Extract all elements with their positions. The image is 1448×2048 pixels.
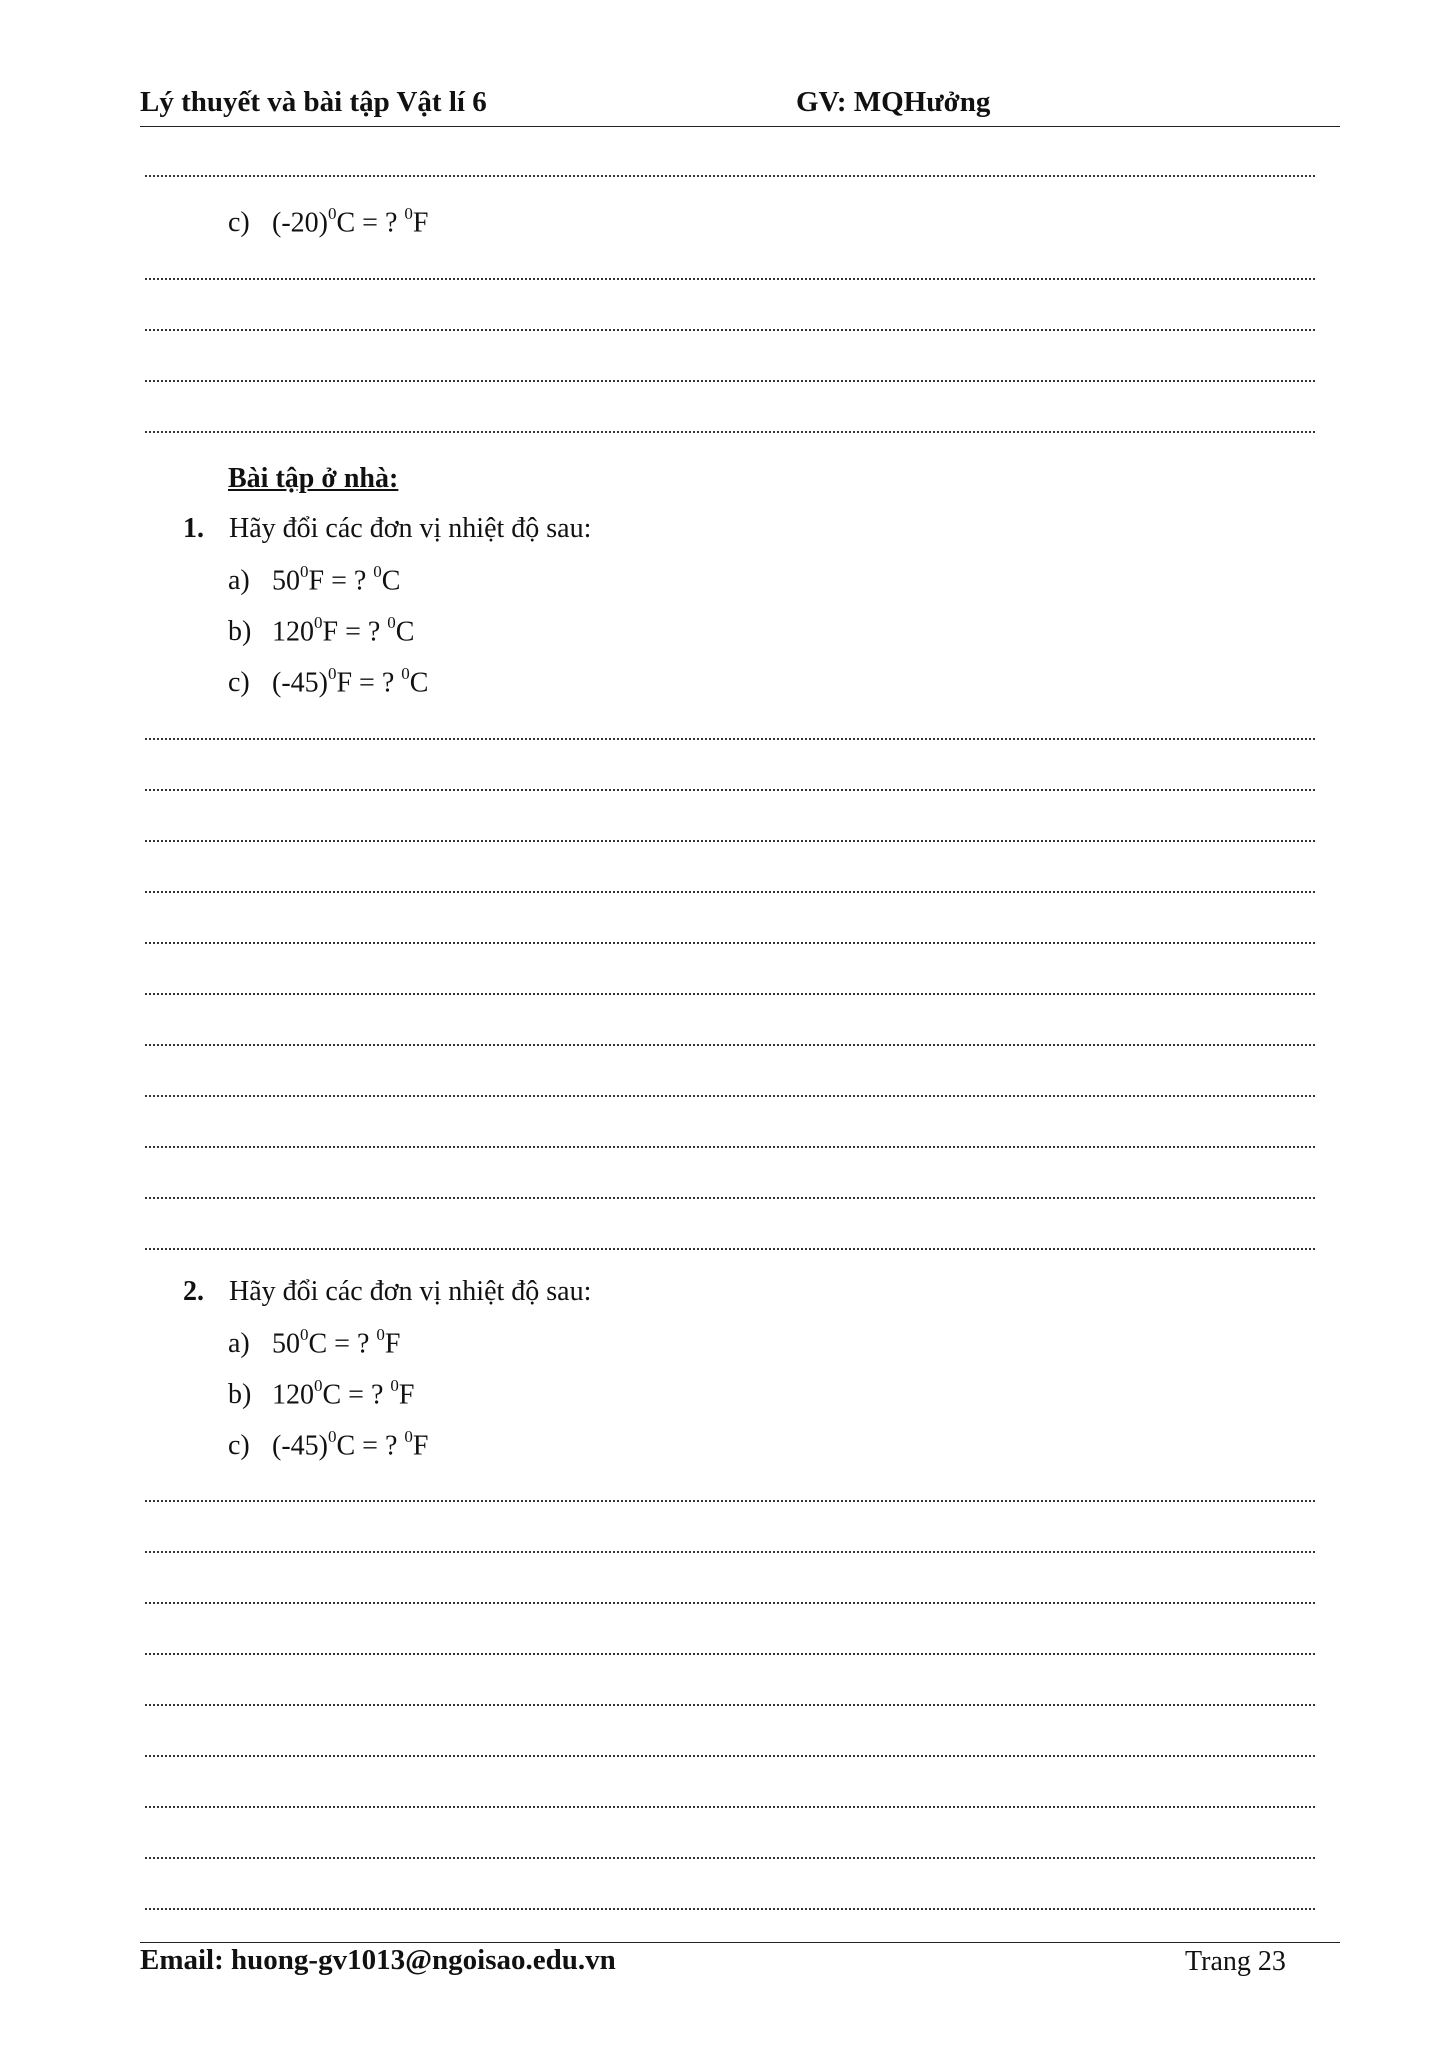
- document-title: Lý thuyết và bài tập Vật lí 6: [140, 86, 487, 118]
- answer-line: [145, 789, 1315, 791]
- item-letter: b): [228, 616, 252, 648]
- degree-sup: 0: [327, 1427, 337, 1446]
- answer-line: [145, 1602, 1315, 1604]
- q2-item-c: [228, 1429, 428, 1462]
- header-divider: [140, 126, 1340, 127]
- section-title: Bài tập ở nhà:: [228, 463, 399, 494]
- item-unit: F: [398, 1379, 415, 1411]
- item-expr: C = ?: [308, 1328, 377, 1360]
- answer-line: [145, 380, 1315, 382]
- item-unit: C: [381, 565, 401, 597]
- degree-sup: 0: [314, 613, 323, 632]
- item-value: 120: [272, 1379, 314, 1411]
- item-unit: F: [384, 1328, 401, 1360]
- item-unit: C: [409, 667, 429, 699]
- item-expr: C = ?: [336, 207, 405, 239]
- degree-sup: 0: [390, 1376, 399, 1395]
- answer-line: [145, 840, 1315, 842]
- item-unit: F: [412, 1430, 429, 1462]
- exercise-item-c: [228, 206, 428, 239]
- answer-line: [145, 1248, 1315, 1250]
- answer-line: [145, 278, 1315, 280]
- answer-line: [145, 431, 1315, 433]
- answer-line: [145, 1755, 1315, 1757]
- answer-line: [145, 175, 1315, 177]
- degree-sup: 0: [300, 562, 309, 581]
- answer-line: [145, 1500, 1315, 1502]
- item-letter: c): [228, 207, 250, 239]
- degree-sup: 0: [373, 562, 382, 581]
- item-expr: F = ?: [308, 565, 374, 597]
- item-letter: a): [228, 1328, 250, 1360]
- answer-line: [145, 1146, 1315, 1148]
- item-value: 50: [272, 1328, 300, 1360]
- item-unit: C: [395, 616, 415, 648]
- answer-line: [145, 1704, 1315, 1706]
- answer-line: [145, 1908, 1315, 1910]
- q1-item-b: [228, 615, 414, 648]
- degree-sup: 0: [387, 613, 396, 632]
- item-expr: C = ?: [322, 1379, 391, 1411]
- q1-item-c: [228, 666, 428, 699]
- degree-sup: 0: [314, 1376, 323, 1395]
- item-value: (-45): [272, 1430, 328, 1462]
- degree-sup: 0: [327, 204, 337, 223]
- answer-line: [145, 1806, 1315, 1808]
- degree-sup: 0: [300, 1325, 309, 1344]
- page-number: Trang 23: [1185, 1946, 1286, 1977]
- item-expr: C = ?: [336, 1430, 405, 1462]
- homework-title: [228, 463, 398, 495]
- item-letter: b): [228, 1379, 252, 1411]
- question-2: [183, 1276, 591, 1308]
- item-expr: F = ?: [336, 667, 402, 699]
- q1-item-a: [228, 564, 400, 597]
- item-value: 50: [272, 565, 300, 597]
- question-number: 1.: [183, 513, 204, 544]
- answer-line: [145, 993, 1315, 995]
- item-value: (-45): [272, 667, 328, 699]
- teacher-name: GV: MQHưởng: [796, 86, 991, 118]
- question-prompt: Hãy đổi các đơn vị nhiệt độ sau:: [229, 1276, 592, 1307]
- degree-sup: 0: [376, 1325, 385, 1344]
- degree-sup: 0: [327, 664, 337, 683]
- item-value: (-20): [272, 207, 328, 239]
- item-unit: F: [412, 207, 429, 239]
- answer-line: [145, 1095, 1315, 1097]
- question-1: [183, 513, 591, 545]
- footer-divider: [140, 1942, 1340, 1943]
- answer-line: [145, 329, 1315, 331]
- degree-sup: 0: [401, 664, 410, 683]
- answer-line: [145, 738, 1315, 740]
- page-header: [140, 86, 1340, 126]
- item-letter: c): [228, 667, 250, 699]
- q2-item-a: [228, 1327, 400, 1360]
- answer-line: [145, 1044, 1315, 1046]
- item-letter: c): [228, 1430, 250, 1462]
- degree-sup: 0: [404, 204, 413, 223]
- answer-line: [145, 891, 1315, 893]
- answer-line: [145, 1653, 1315, 1655]
- item-value: 120: [272, 616, 314, 648]
- degree-sup: 0: [404, 1427, 413, 1446]
- footer-email: Email: huong-gv1013@ngoisao.edu.vn: [140, 1944, 616, 1976]
- item-letter: a): [228, 565, 250, 597]
- answer-line: [145, 1857, 1315, 1859]
- q2-item-b: [228, 1378, 414, 1411]
- answer-line: [145, 1197, 1315, 1199]
- answer-line: [145, 942, 1315, 944]
- answer-line: [145, 1551, 1315, 1553]
- item-expr: F = ?: [322, 616, 388, 648]
- question-number: 2.: [183, 1276, 204, 1307]
- question-prompt: Hãy đổi các đơn vị nhiệt độ sau:: [229, 513, 592, 544]
